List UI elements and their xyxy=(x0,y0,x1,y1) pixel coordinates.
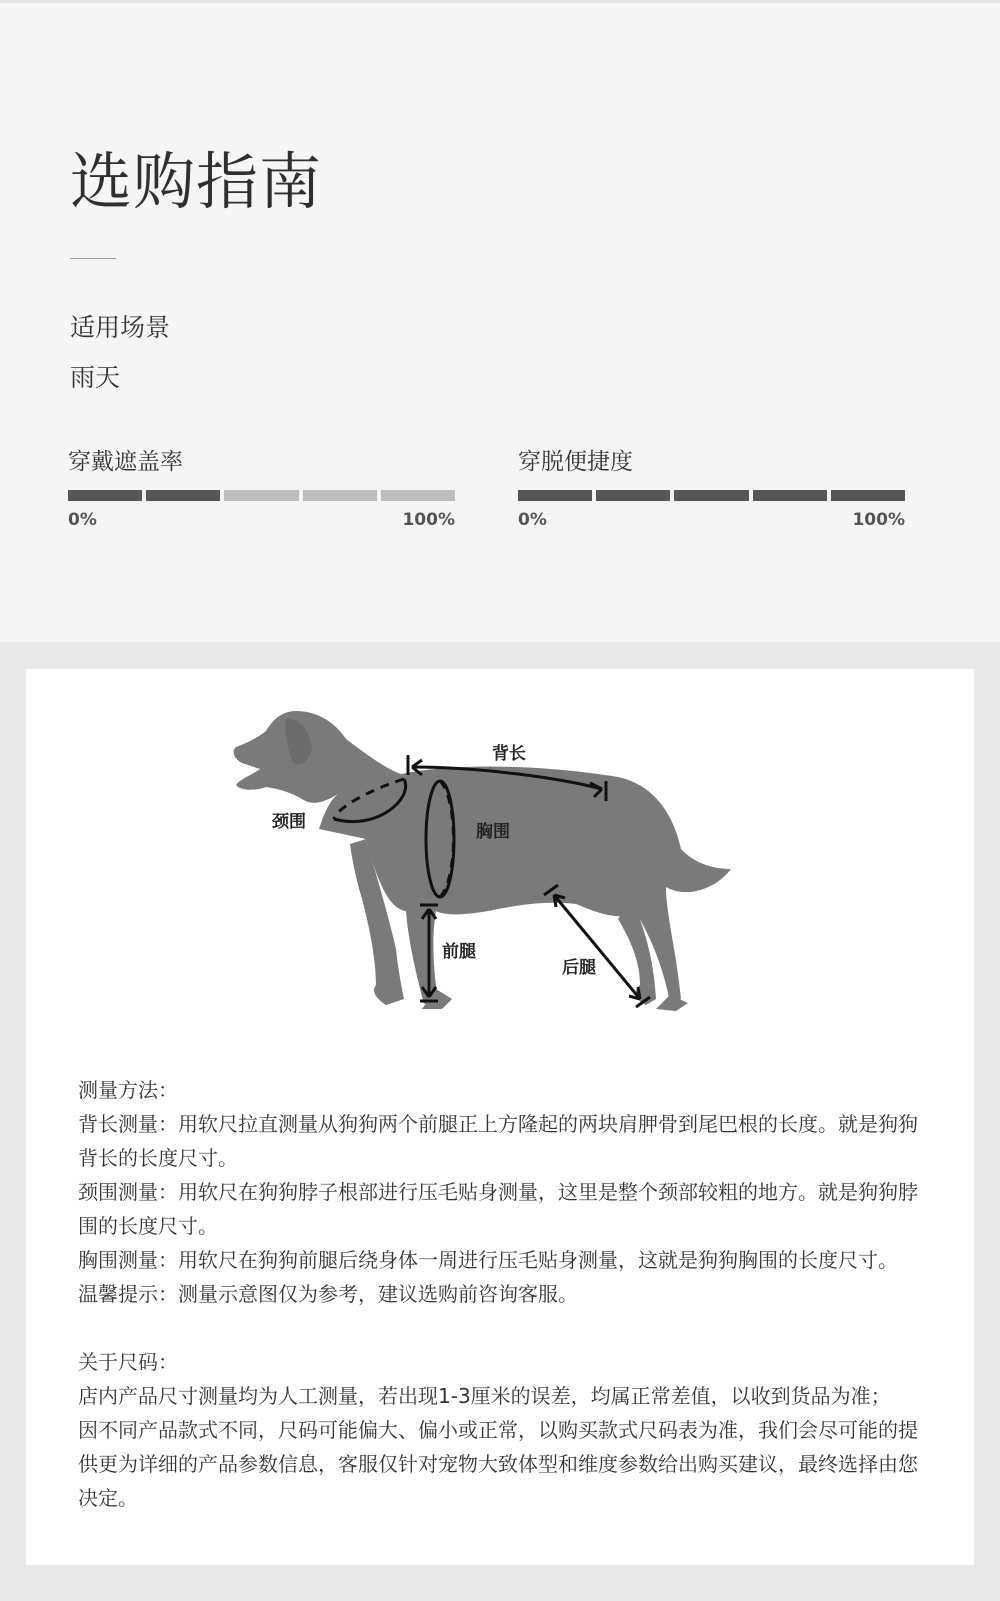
measurement-section xyxy=(0,642,1000,1601)
chest-label: 胸围 xyxy=(476,822,510,842)
meter-segment xyxy=(224,490,298,501)
meter-segment xyxy=(518,490,592,501)
ease-meter xyxy=(518,449,905,530)
meter-label: 穿戴遮盖率 xyxy=(68,449,183,475)
meter-segment xyxy=(674,490,748,501)
hind-leg-label: 后腿 xyxy=(562,958,596,978)
dog-measurement-diagram xyxy=(226,699,746,1049)
meter-segment xyxy=(68,490,142,501)
sizing-heading: 关于尺码： xyxy=(78,1350,178,1374)
measure-method xyxy=(78,1073,928,1311)
scene-label: 适用场景 xyxy=(70,313,171,342)
meter-max-label: 100% xyxy=(852,510,905,530)
neck-label: 颈围 xyxy=(272,812,306,832)
sizing-line: 因不同产品款式不同，尺码可能偏大、偏小或正常，以购买款式尺码表为准，我们会尽可能的提供更为详细的产品参数信息，客服仅针对宠物大致体型和维度参数给出购买建议，最终选择由您决定。 xyxy=(78,1418,918,1510)
meter-segment xyxy=(381,490,455,501)
meter-segment xyxy=(831,490,905,501)
dog-silhouette xyxy=(234,711,731,1011)
meter-label: 穿脱便捷度 xyxy=(518,449,633,475)
coverage-meter xyxy=(68,449,455,530)
measure-line: 颈围测量：用软尺在狗狗脖子根部进行压毛贴身测量，这里是整个颈部较粗的地方。就是狗狗脖围的长度尺寸。 xyxy=(78,1180,918,1238)
sizing-line: 店内产品尺寸测量均为人工测量，若出现1-3厘米的误差，均属正常差值，以收到货品为准； xyxy=(78,1384,891,1408)
meter-min-label: 0% xyxy=(68,510,97,530)
scene-value: 雨天 xyxy=(70,363,121,392)
meter-bar xyxy=(518,490,905,501)
measure-line: 温馨提示：测量示意图仅为参考，建议选购前咨询客服。 xyxy=(78,1282,578,1306)
title-divider xyxy=(70,258,116,259)
measure-line: 背长测量：用软尺拉直测量从狗狗两个前腿正上方隆起的两块肩胛骨到尾巴根的长度。就是狗狗背长的长度尺寸。 xyxy=(78,1112,918,1170)
meter-bar xyxy=(68,490,455,501)
measure-line: 胸围测量：用软尺在狗狗前腿后绕身体一周进行压毛贴身测量，这就是狗狗胸围的长度尺寸。 xyxy=(78,1248,898,1272)
meter-max-label: 100% xyxy=(402,510,455,530)
sizing-note xyxy=(78,1345,928,1515)
measurement-card xyxy=(26,669,974,1565)
front-leg-label: 前腿 xyxy=(442,942,476,962)
meter-segment xyxy=(303,490,377,501)
measure-heading: 测量方法： xyxy=(78,1078,178,1102)
meter-segment xyxy=(753,490,827,501)
meter-segment xyxy=(596,490,670,501)
page-title: 选购指南 xyxy=(70,145,323,218)
guide-section xyxy=(0,0,1000,642)
meter-segment xyxy=(146,490,220,501)
meter-min-label: 0% xyxy=(518,510,547,530)
back-label: 背长 xyxy=(492,744,526,764)
